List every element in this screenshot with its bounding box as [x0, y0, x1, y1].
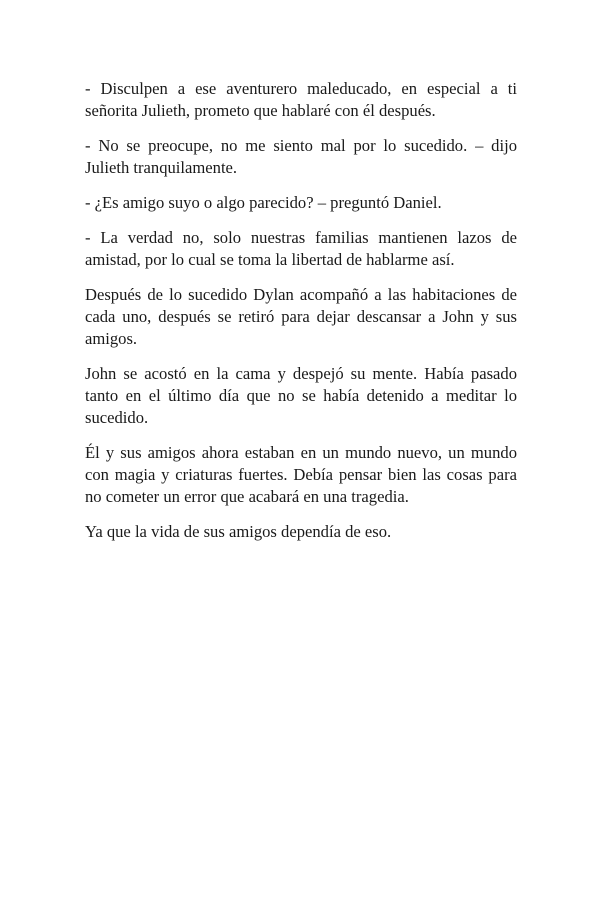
paragraph-new-world: Él y sus amigos ahora estaban en un mundo nuevo, un mundo con magia y criaturas fuertes. Debía pensar bien las cosas para no cometer un error que acabará en una tragedia.: [85, 443, 517, 506]
paragraph-julieth-reply: - No se preocupe, no me siento mal por lo sucedido. – dijo Julieth tranquilamente.: [85, 136, 517, 177]
paragraph-families-friendship: - La verdad no, solo nuestras familias mantienen lazos de amistad, por lo cual se toma la libertad de hablarme así.: [85, 228, 517, 269]
paragraph-daniel-question: - ¿Es amigo suyo o algo parecido? – preguntó Daniel.: [85, 193, 442, 212]
book-page-body: [85, 78, 517, 556]
paragraph-apology: - Disculpen a ese aventurero maleducado, en especial a ti señorita Julieth, prometo que hablaré con él después.: [85, 79, 517, 120]
paragraph-john-rests: John se acostó en la cama y despejó su mente. Había pasado tanto en el último día que no se había detenido a meditar lo sucedido.: [85, 364, 517, 427]
paragraph-dylan-rooms: Después de lo sucedido Dylan acompañó a las habitaciones de cada uno, después se retiró para dejar descansar a John y sus amigos.: [85, 285, 517, 348]
paragraph-friends-lives: Ya que la vida de sus amigos dependía de eso.: [85, 522, 392, 541]
